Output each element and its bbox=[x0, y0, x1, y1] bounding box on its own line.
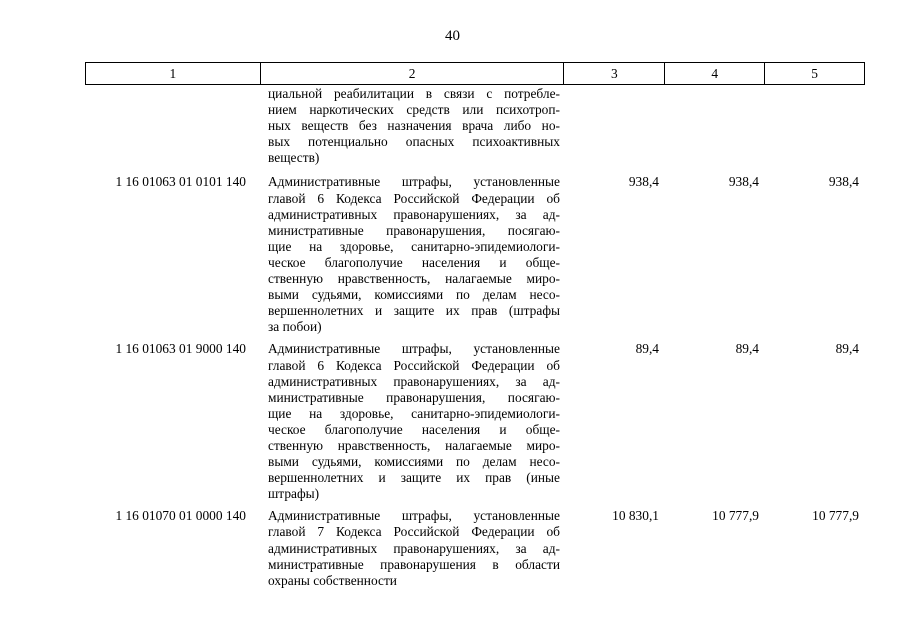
table-row bbox=[85, 174, 865, 335]
description-line: ческое благополучие населения и обще- bbox=[268, 421, 560, 437]
row-description bbox=[260, 508, 564, 588]
row-value-col-3 bbox=[564, 86, 665, 166]
description-line: министративные правонарушения, посягаю- bbox=[268, 389, 560, 405]
description-line: веществ) bbox=[268, 150, 320, 166]
description-line: административных правонарушениях, за ад- bbox=[268, 373, 560, 389]
row-value-col-4: 89,4 bbox=[735, 341, 759, 357]
description-line: министративные правонарушения, посягаю- bbox=[268, 222, 560, 238]
description-line: нием наркотических средств или психотроп- bbox=[268, 102, 560, 118]
row-value-col-5: 10 777,9 bbox=[812, 508, 859, 524]
description-line: щие на здоровье, санитарно-эпидемиологи- bbox=[268, 405, 560, 421]
row-value-col-5: 938,4 bbox=[828, 174, 859, 190]
row-description bbox=[260, 341, 564, 502]
description-line: Административные штрафы, установленные bbox=[268, 341, 560, 357]
table-row bbox=[85, 508, 865, 588]
description-line: ственную нравственность, налагаемые миро- bbox=[268, 437, 560, 453]
row-value-col-5: 89,4 bbox=[835, 341, 859, 357]
description-line: ственную нравственность, налагаемые миро- bbox=[268, 271, 560, 287]
row-code: 1 16 01063 01 0101 140 bbox=[115, 174, 246, 190]
description-line: вых потенциально опасных психоактивных bbox=[268, 134, 560, 150]
description-line: административных правонарушениях, за ад- bbox=[268, 206, 560, 222]
description-line: министративные правонарушения в области bbox=[268, 556, 560, 572]
table-row bbox=[85, 341, 865, 502]
header-col-4: 4 bbox=[665, 63, 765, 84]
description-line: главой 6 Кодекса Российской Федерации об bbox=[268, 357, 560, 373]
description-line: административных правонарушениях, за ад- bbox=[268, 540, 560, 556]
description-line: циальной реабилитации в связи с потребле- bbox=[268, 86, 560, 101]
description-line: вершеннолетних и защите их прав (иные bbox=[268, 470, 560, 486]
description-line: главой 6 Кодекса Российской Федерации об bbox=[268, 190, 560, 206]
row-value-col-4 bbox=[665, 86, 765, 166]
budget-table bbox=[85, 62, 865, 589]
description-line: выми судьями, комиссиями по делам несо- bbox=[268, 287, 560, 303]
description-line: Административные штрафы, установленные bbox=[268, 508, 560, 524]
row-description bbox=[260, 174, 564, 335]
row-value-col-4: 10 777,9 bbox=[712, 508, 759, 524]
description-line: главой 7 Кодекса Российской Федерации об bbox=[268, 524, 560, 540]
table-body bbox=[85, 86, 865, 589]
description-line: Административные штрафы, установленные bbox=[268, 174, 560, 190]
header-col-5: 5 bbox=[765, 63, 865, 84]
header-col-2: 2 bbox=[261, 63, 565, 84]
description-line: щие на здоровье, санитарно-эпидемиологи- bbox=[268, 238, 560, 254]
row-description bbox=[260, 86, 564, 166]
page-number: 40 bbox=[445, 28, 460, 44]
row-code bbox=[85, 86, 260, 166]
description-line: за побои) bbox=[268, 319, 322, 335]
table-row bbox=[85, 86, 865, 166]
table-header-row bbox=[85, 62, 865, 85]
row-code: 1 16 01070 01 0000 140 bbox=[115, 508, 246, 524]
row-value-col-3: 89,4 bbox=[635, 341, 659, 357]
row-value-col-3: 10 830,1 bbox=[612, 508, 659, 524]
description-line: ческое благополучие населения и обще- bbox=[268, 254, 560, 270]
description-line: выми судьями, комиссиями по делам несо- bbox=[268, 454, 560, 470]
description-line: штрафы) bbox=[268, 486, 320, 502]
row-value-col-4: 938,4 bbox=[728, 174, 759, 190]
row-value-col-3: 938,4 bbox=[628, 174, 659, 190]
description-line: охраны собственности bbox=[268, 572, 397, 588]
header-col-3: 3 bbox=[564, 63, 665, 84]
description-line: ных веществ без назначения врача либо но- bbox=[268, 118, 560, 134]
header-col-1: 1 bbox=[86, 63, 261, 84]
row-code: 1 16 01063 01 9000 140 bbox=[115, 341, 246, 357]
row-value-col-5 bbox=[765, 86, 865, 166]
description-line: вершеннолетних и защите их прав (штрафы bbox=[268, 303, 560, 319]
